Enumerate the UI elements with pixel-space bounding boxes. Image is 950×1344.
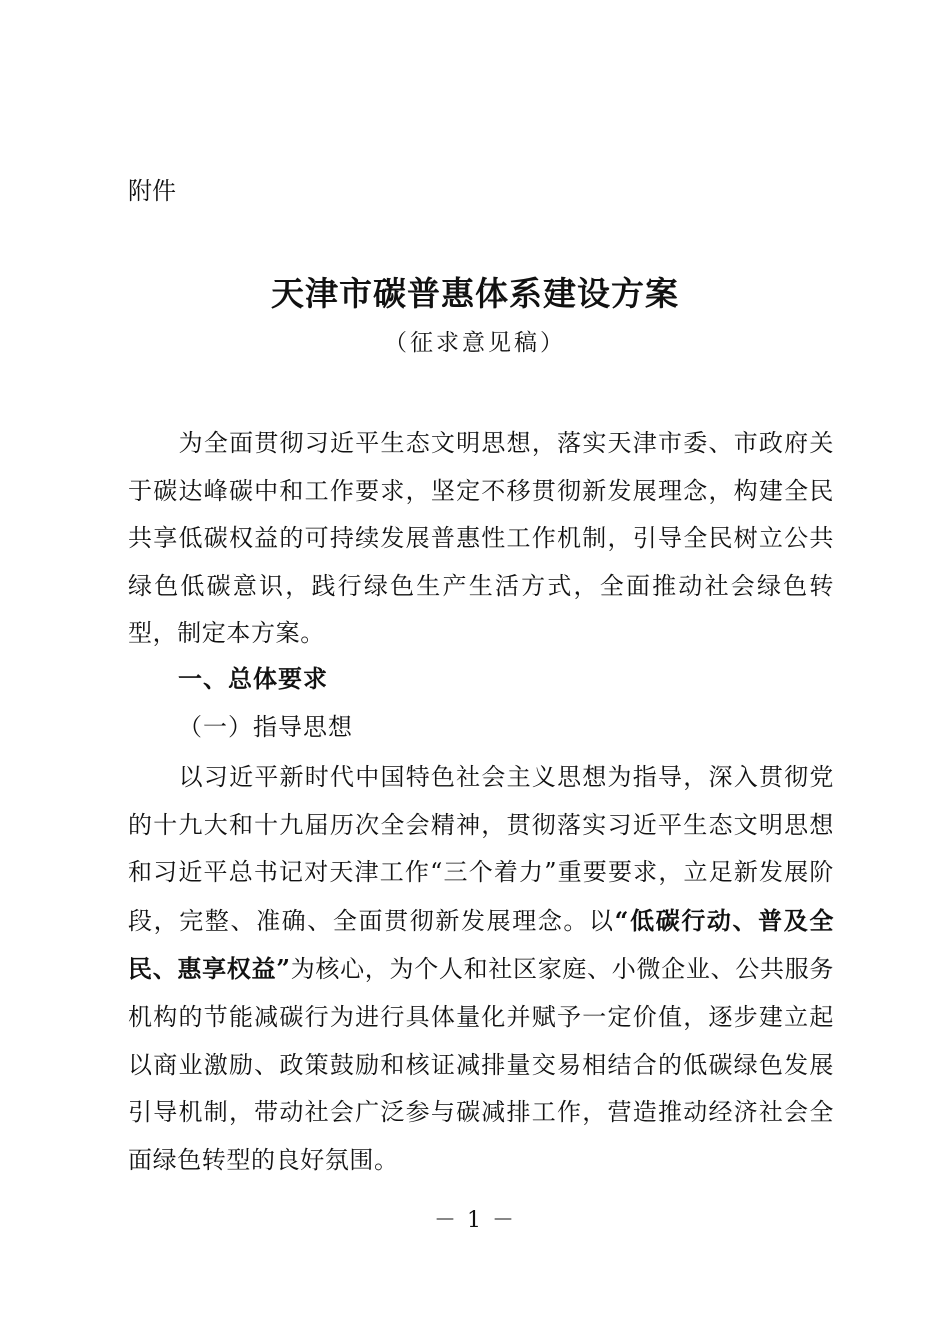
document-title: 天津市碳普惠体系建设方案 xyxy=(271,274,679,313)
subsection-heading-guiding-ideology: （一）指导思想 xyxy=(178,713,353,741)
intro-paragraph-text: 为全面贯彻习近平生态文明思想，落实天津市委、市政府关于碳达峰碳中和工作要求，坚定不移贯彻新发展理念，构建全民共享低碳权益的可持续发展普惠性工作机制，引导全民树立公共绿色低碳意识，践行绿色生产生活方式，全面推动社会绿色转型，制定本方案。 xyxy=(128,429,834,648)
intro-paragraph xyxy=(128,420,834,658)
paragraph-text-part-1: 以习近平新时代中国特色社会主义思想为指导，深入贯彻党的十九大和十九届历次全会精神，贯彻落实习近平生态文明思想和习近平总书记对天津工作“三个着力”重要要求，立足新发展阶段，完整、准确、全面贯彻新发展理念。以 xyxy=(128,763,834,935)
paragraph-bold-emphasis: “低碳行动、普及全民、惠享权益” xyxy=(128,905,834,984)
document-subtitle: （征求意见稿） xyxy=(384,330,566,356)
paragraph-text-part-2: 为核心，为个人和社区家庭、小微企业、公共服务机构的节能减碳行为进行具体量化并赋予一定价值，逐步建立起以商业激励、政策鼓励和核证减排量交易相结合的低碳绿色发展引导机制，带动社会广泛参与碳减排工作，营造推动经济社会全面绿色转型的良好氛围。 xyxy=(128,955,834,1174)
section-heading-general-requirements: 一、总体要求 xyxy=(178,665,328,693)
guiding-ideology-paragraph xyxy=(128,754,834,1184)
page-number: － 1 － xyxy=(434,1208,516,1233)
attachment-label: 附件 xyxy=(128,177,176,205)
